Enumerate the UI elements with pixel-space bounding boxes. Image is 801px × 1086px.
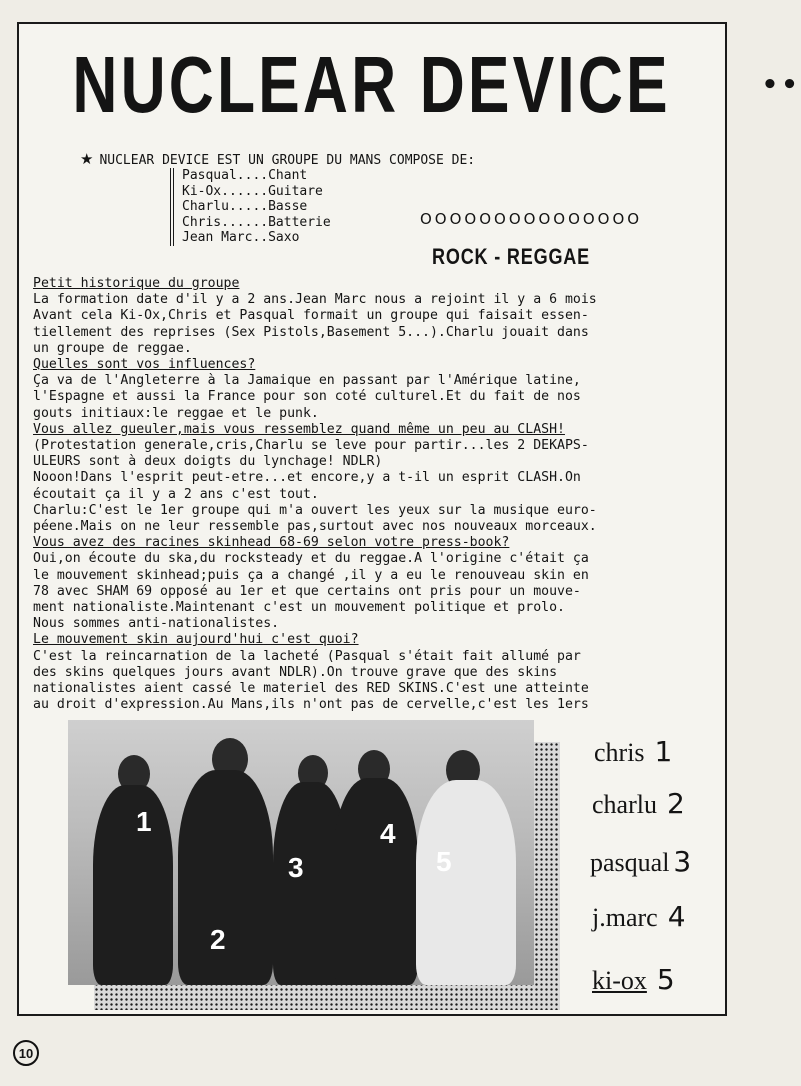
interview-question: Vous allez gueuler,mais vous ressemblez quand même un peu au CLASH! [33, 421, 565, 437]
person-figure [333, 778, 418, 985]
legend-name: j.marc [592, 903, 658, 932]
circle-row-decoration: OOOOOOOOOOOOOOO [420, 210, 643, 228]
title-dots-right: •• [761, 70, 801, 100]
legend-number: 5 [656, 963, 675, 996]
interview-line: ULEURS sont à deux doigts du lynchage! NDLR) [33, 454, 383, 470]
legend-row [590, 845, 692, 878]
interview-line: Avant cela Ki-Ox,Chris et Pasqual formait un groupe qui faisait essen- [33, 308, 589, 324]
interview-line: (Protestation generale,cris,Charlu se leve pour partir...les 2 DEKAPS- [33, 438, 589, 454]
legend-name: charlu [592, 790, 657, 819]
interview-line: tiellement des reprises (Sex Pistols,Basement 5...).Charlu jouait dans [33, 324, 589, 340]
legend-number: 3 [673, 845, 692, 878]
legend-number: 2 [666, 787, 685, 820]
photo-number: 2 [210, 924, 226, 955]
band-photo-block [68, 720, 558, 1008]
interview-line: Nous sommes anti-nationalistes. [33, 616, 280, 632]
interview-line: C'est la reincarnation de la lacheté (Pasqual s'était fait allumé par [33, 648, 581, 664]
lineup-item: Pasqual....Chant [182, 168, 308, 183]
interview-question: Le mouvement skin aujourd'hui c'est quoi? [33, 632, 359, 648]
legend-name: chris [594, 738, 645, 767]
interview-line: nationalistes aient cassé le materiel des RED SKINS.C'est une atteinte [33, 681, 589, 697]
lineup-item: Ki-Ox......Guitare [182, 183, 323, 199]
interview-line: gouts initiaux:le reggae et le punk. [33, 405, 319, 421]
legend-name: ki-ox [592, 966, 647, 995]
interview-line: Oui,on écoute du ska,du rocksteady et du reggae.A l'origine c'était ça [33, 551, 589, 567]
page-title [22, 40, 801, 130]
interview-line: 78 avec SHAM 69 opposé au 1er et que certains ont pris pour un mouve- [33, 583, 581, 599]
lineup-item: Jean Marc..Saxo [182, 230, 300, 245]
interview-line: le mouvement skinhead;puis ça a changé ,il y a eu le renouveau skin en [33, 567, 589, 583]
interview-line: La formation date d'il y a 2 ans.Jean Marc nous a rejoint il y a 6 mois [33, 292, 597, 308]
person-figure [416, 780, 516, 985]
page-number: 10 [13, 1040, 39, 1066]
interview-line: Ça va de l'Angleterre à la Jamaique en passant par l'Amérique latine, [33, 373, 581, 389]
photo-number: 1 [136, 806, 152, 837]
interview-text [33, 276, 723, 713]
interview-line: péene.Mais on ne leur ressemble pas,surtout avec nos nouveaux morceaux. [33, 519, 597, 535]
legend-number: 1 [654, 735, 673, 768]
person-figure [93, 785, 173, 985]
interview-question: Petit historique du groupe [33, 276, 240, 291]
lineup-item: Chris......Batterie [182, 214, 331, 230]
photo-number: 5 [436, 846, 452, 877]
interview-line: des skins quelques jours avant NDLR).On trouve grave que des skins [33, 664, 558, 680]
interview-line: Charlu:C'est le 1er groupe qui m'a ouvert les yeux sur la musique euro- [33, 502, 597, 518]
lineup-item: Charlu.....Basse [182, 199, 308, 214]
interview-line: Nooon!Dans l'esprit peut-etre...et encore,y a t-il un esprit CLASH.On [33, 470, 581, 486]
legend-row [592, 900, 686, 933]
legend-number: 4 [667, 900, 686, 933]
band-photo [68, 720, 534, 985]
photo-number: 4 [380, 818, 396, 849]
legend-row [592, 963, 675, 996]
photo-number: 3 [288, 852, 304, 883]
interview-line: écoutait ça il y a 2 ans c'est tout. [33, 486, 319, 502]
band-name-title: NUCLEAR DEVICE [72, 40, 672, 129]
genre-label: ROCK - REGGAE [432, 244, 591, 269]
legend-row [594, 735, 673, 768]
star-icon: ★ [80, 150, 94, 168]
interview-question: Quelles sont vos influences? [33, 357, 256, 373]
lineup-list [170, 168, 331, 246]
intro-line [80, 150, 475, 168]
legend-name: pasqual [590, 848, 670, 877]
intro-text: NUCLEAR DEVICE EST UN GROUPE DU MANS COMPOSE DE: [99, 153, 476, 168]
interview-line: ment nationaliste.Maintenant c'est un mouvement politique et prolo. [33, 600, 565, 616]
interview-question: Vous avez des racines skinhead 68-69 selon votre press-book? [33, 535, 510, 551]
interview-line: l'Espagne et aussi la France pour son coté culturel.Et du fait de nos [33, 389, 581, 405]
interview-line: un groupe de reggae. [33, 340, 192, 356]
legend-row [592, 787, 685, 820]
interview-line: au droit d'expression.Au Mans,ils n'ont pas de cervelle,c'est les 1ers [33, 697, 589, 713]
